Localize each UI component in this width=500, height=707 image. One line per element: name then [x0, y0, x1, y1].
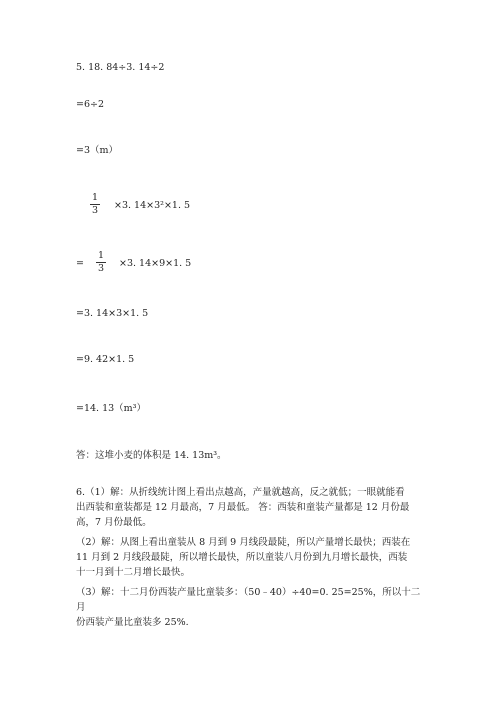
- fraction-numerator: 1: [91, 192, 99, 203]
- calc-line-4: ×3. 14×3²×1. 5: [114, 200, 191, 211]
- fraction-one-third-a: [90, 193, 100, 216]
- calc-line-2: =6÷2: [76, 99, 105, 110]
- calc-line-8: =14. 13（m³）: [76, 403, 146, 414]
- fraction-denominator: 3: [97, 263, 105, 274]
- q6-p3-line-2: 份西装产量比童装多 25%.: [76, 617, 189, 628]
- q6-p2-line-1: （2）解：从图上看出童装从 8 月到 9 月线段最陡，所以产量增长最快；西装在: [76, 537, 411, 548]
- calc-line-5: ×3. 14×9×1. 5: [119, 258, 192, 269]
- q6-p2-line-2: 11 月到 2 月线段最陡，所以增长最快，所以童装八月份到九月增长最快，西装: [76, 552, 408, 563]
- q6-p1-line-1: 6.（1）解：从折线统计图上看出点越高，产量就越高，反之就低；一眼就能看: [76, 487, 405, 498]
- calc-line-7: =9. 42×1. 5: [76, 354, 135, 365]
- question-6-part-1: [76, 485, 428, 530]
- fraction-numerator: 1: [97, 250, 105, 261]
- q6-p1-line-3: 高，7 月份最低。: [76, 517, 152, 528]
- calc-line-5-equals: =: [76, 258, 84, 269]
- calc-line-1: 5. 18. 84÷3. 14÷2: [76, 62, 165, 73]
- calc-line-6: =3. 14×3×1. 5: [76, 308, 149, 319]
- fraction-denominator: 3: [91, 205, 99, 216]
- answer-line: 答：这堆小麦的体积是 14. 13m³。: [76, 450, 227, 461]
- q6-p3-line-1: （3）解：十二月份西装产量比童装多：（50﹣40）÷40=0. 25=25%，所以十二月: [76, 587, 421, 613]
- calc-line-3: =3（m）: [76, 145, 119, 156]
- question-6-part-2: [76, 535, 428, 580]
- question-6-part-3: [76, 585, 428, 630]
- q6-p1-line-2: 出西装和童装都是 12 月最高，7 月最低。 答：西装和童装产量都是 12 月份最: [76, 502, 410, 513]
- q6-p2-line-3: 十一月到十二月增长最快。: [76, 567, 191, 578]
- fraction-one-third-b: [96, 251, 106, 274]
